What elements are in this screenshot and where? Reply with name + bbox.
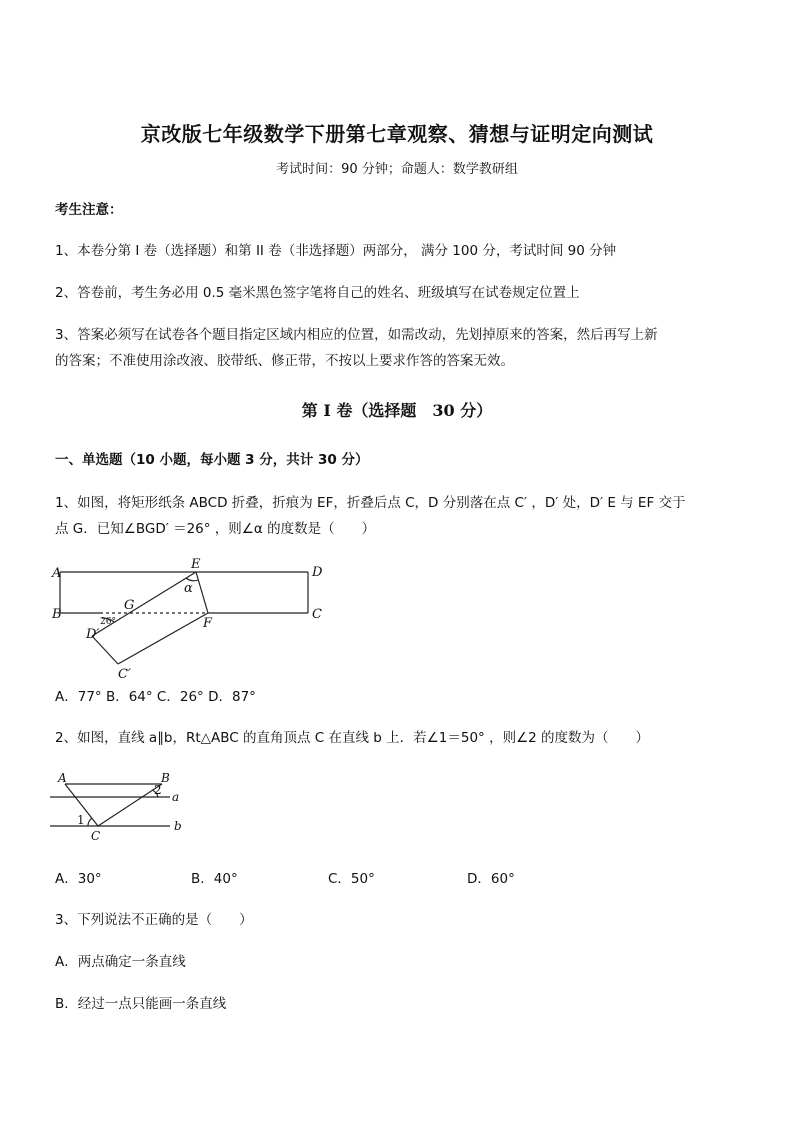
crease-EF — [196, 572, 208, 613]
label-b: b — [174, 819, 182, 833]
q3-text: 3、下列说法不正确的是（ ） — [55, 912, 253, 928]
label-A: A — [58, 771, 67, 785]
label-alpha: α — [184, 581, 193, 596]
notice-item-2: 2、答卷前，考生务必用 0.5 毫米黑色签字笔将自己的姓名、班级填写在试卷规定位置上 — [55, 285, 580, 301]
label-26-degree: 26° — [100, 617, 116, 627]
label-B: B — [52, 607, 62, 622]
angle-1-arc — [88, 818, 92, 826]
part-heading: 一、单选题（10 小题，每小题 3 分，共计 30 分） — [55, 452, 369, 468]
section-title: 第 I 卷（选择题 30 分） — [301, 401, 493, 420]
notice-heading: 考生注意： — [55, 202, 123, 218]
q2-text: 2、如图，直线 a∥b，Rt△ABC 的直角顶点 C 在直线 b 上．若∠1＝50° ，则∠2 的度数为（ ） — [55, 730, 650, 746]
label-C-prime: C′ — [118, 667, 131, 682]
label-angle-1: 1 — [77, 813, 85, 827]
label-F: F — [203, 616, 213, 631]
label-C: C — [91, 829, 101, 843]
q1-options: A．77° B．64° C．26° D．87° — [55, 689, 256, 705]
q2-figure — [48, 770, 198, 844]
notice-item-3: 3、答案必须写在试卷各个题目指定区域内相应的位置，如需改动，先划掉原来的答案，然后再写上新 — [55, 327, 658, 343]
notice-item-3-cont: 的答案；不准使用涂改液、胶带纸、修正带，不按以上要求作答的答案无效。 — [55, 353, 514, 369]
label-E: E — [191, 557, 201, 572]
label-B: B — [161, 771, 170, 785]
label-angle-2: 2 — [154, 783, 162, 797]
q3-option-a: A．两点确定一条直线 — [55, 954, 186, 970]
label-a: a — [172, 790, 180, 804]
label-C: C — [312, 607, 322, 622]
segment-C-prime-F — [118, 613, 208, 664]
label-D: D — [312, 565, 323, 580]
q2-option-a: A．30° — [55, 871, 102, 887]
q2-option-c: C．50° — [328, 871, 375, 887]
label-G: G — [124, 598, 135, 613]
q3-option-b: B．经过一点只能画一条直线 — [55, 996, 227, 1012]
label-A: A — [52, 566, 62, 581]
q1-figure — [48, 552, 338, 684]
q2-options — [55, 866, 655, 892]
label-D-prime: D′ — [86, 627, 100, 642]
q1-text-line1: 1、如图，将矩形纸条 ABCD 折叠，折痕为 EF，折叠后点 C，D 分别落在点 C′ ，D′ 处，D′ E 与 EF 交于 — [55, 495, 686, 511]
exam-subtitle: 考试时间：90 分钟；命题人：数学教研组 — [276, 162, 518, 177]
notice-item-1: 1、本卷分第 I 卷（选择题）和第 II 卷（非选择题）两部分， 满分 100 分，考试时间 90 分钟 — [55, 243, 617, 259]
page-title: 京改版七年级数学下册第七章观察、猜想与证明定向测试 — [140, 122, 654, 146]
q1-text-line2: 点 G．已知∠BGD′ ＝26° ，则∠α 的度数是（ ） — [55, 521, 376, 537]
q2-option-b: B．40° — [191, 871, 238, 887]
q2-option-d: D．60° — [467, 871, 515, 887]
